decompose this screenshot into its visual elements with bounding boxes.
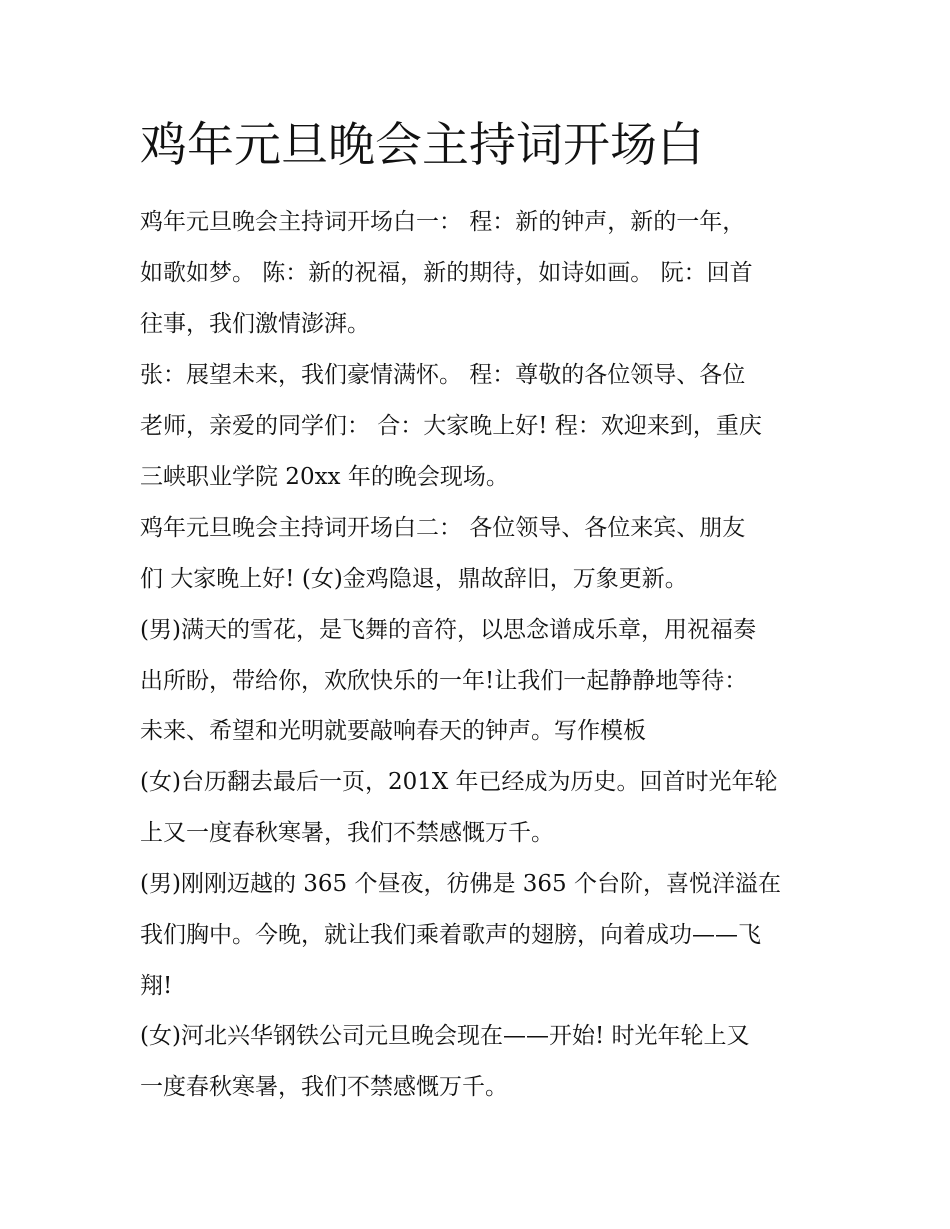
text-line: 一度春秋寒暑，我们不禁感慨万千。 xyxy=(140,1074,508,1100)
text-line: 鸡年元旦晚会主持词开场白一： 程：新的钟声，新的一年， xyxy=(140,209,746,235)
text-line: 出所盼，带给你，欢欣快乐的一年!让我们一起静静地等待： xyxy=(140,668,748,694)
text-line: 如歌如梦。 陈：新的祝福，新的期待，如诗如画。 阮：回首 xyxy=(140,260,753,286)
text-line: 们 大家晚上好! (女)金鸡隐退，鼎故辞旧，万象更新。 xyxy=(140,566,688,592)
text-line: 往事，我们激情澎湃。 xyxy=(140,311,370,337)
text-line: (女)台历翻去最后一页，201X 年已经成为历史。回首时光年轮 xyxy=(140,769,778,795)
document-title: 鸡年元旦晚会主持词开场白 xyxy=(140,118,704,173)
text-line: 上又一度春秋寒暑，我们不禁感慨万千。 xyxy=(140,820,554,846)
text-line: 翔! xyxy=(140,973,173,999)
text-line: (女)河北兴华钢铁公司元旦晚会现在——开始! 时光年轮上又 xyxy=(140,1023,750,1049)
text-line: (男)满天的雪花，是飞舞的音符，以思念谱成乐章，用祝福奏 xyxy=(140,617,756,643)
text-line: 张：展望未来，我们豪情满怀。 程：尊敬的各位领导、各位 xyxy=(140,362,746,388)
text-line: 我们胸中。今晚，就让我们乘着歌声的翅膀，向着成功——飞 xyxy=(140,922,761,948)
text-line: 三峡职业学院 20xx 年的晚会现场。 xyxy=(140,464,509,490)
text-line: 老师，亲爱的同学们： 合：大家晚上好! 程：欢迎来到，重庆 xyxy=(140,413,762,439)
text-line: 未来、希望和光明就要敲响春天的钟声。写作模板 xyxy=(140,718,646,744)
text-line: (男)刚刚迈越的 365 个昼夜，彷佛是 365 个台阶，喜悦洋溢在 xyxy=(140,871,781,897)
text-line: 鸡年元旦晚会主持词开场白二： 各位领导、各位来宾、朋友 xyxy=(140,515,746,541)
